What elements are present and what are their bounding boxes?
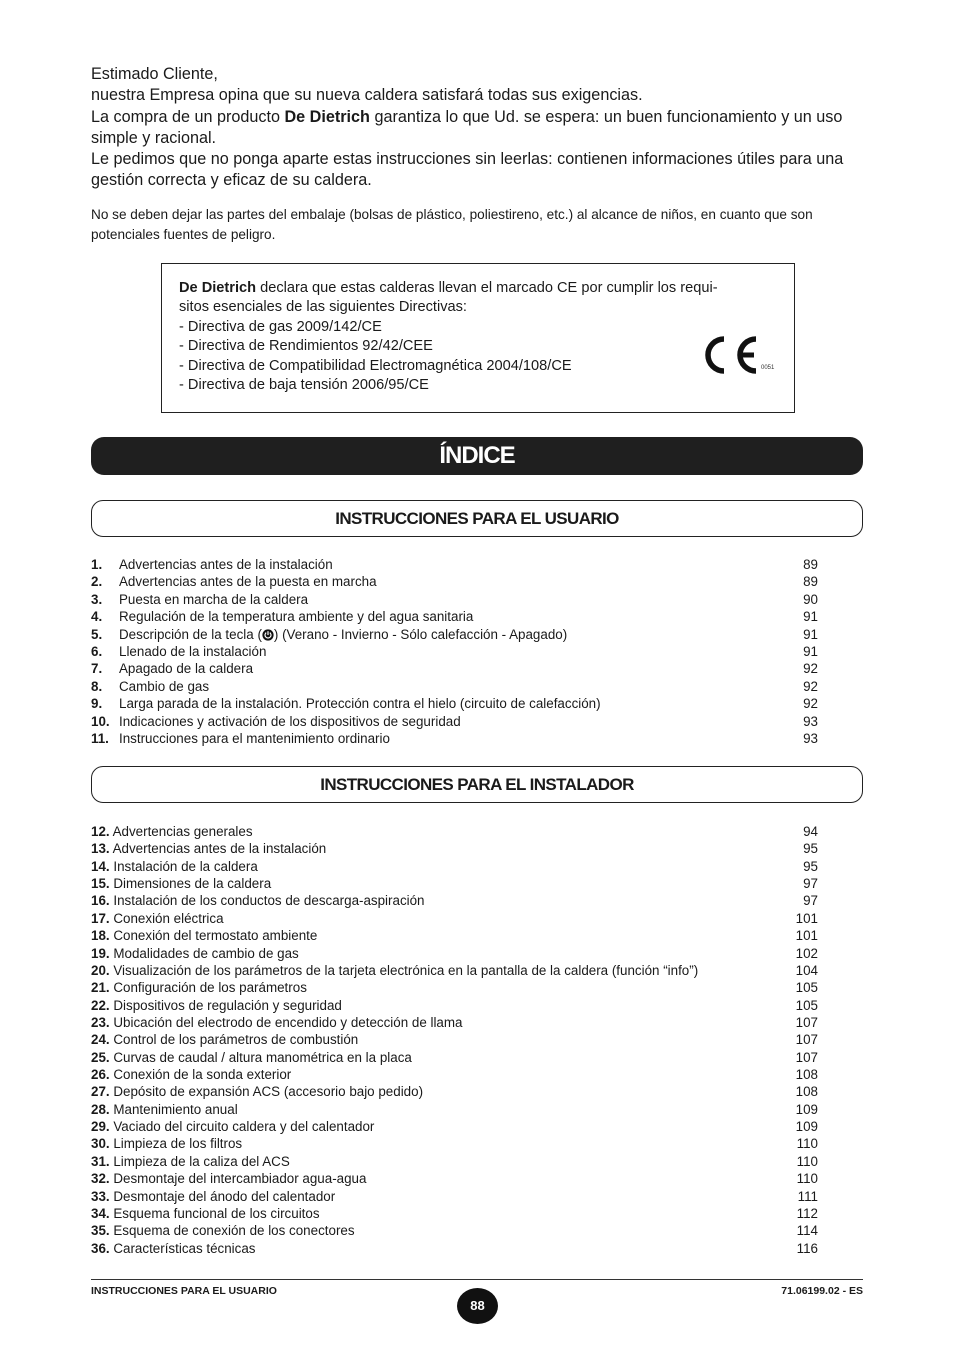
ce-mark-code: 0051 <box>761 365 775 371</box>
page-number-badge: 88 <box>457 1288 498 1324</box>
toc-entry[interactable]: 9. Larga parada de la instalación. Protección contra el hielo (circuito de calefacción) 92 <box>91 696 818 712</box>
document-code: 71.06199.02 - ES <box>781 1285 863 1297</box>
directive-item: - Directiva de Rendimientos 92/42/CEE <box>179 338 433 355</box>
index-title: ÍNDICE <box>91 437 863 475</box>
toc-entry[interactable]: 14. Instalación de la caldera 95 <box>91 858 818 874</box>
intro-text <box>91 64 871 192</box>
toc-entry[interactable]: 5. Descripción de la tecla ( ) (Verano - Invierno - Sólo calefacción - Apagado) 91 <box>91 626 818 642</box>
toc-entry[interactable]: 32. Desmontaje del intercambiador agua-agua 110 <box>91 1171 818 1187</box>
toc-entry[interactable]: 2. Advertencias antes de la puesta en marcha 89 <box>91 574 818 590</box>
power-icon <box>262 629 274 641</box>
toc-entry[interactable]: 31. Limpieza de la caliza del ACS 110 <box>91 1153 818 1169</box>
toc-entry[interactable]: 19. Modalidades de cambio de gas 102 <box>91 945 818 961</box>
toc-entry[interactable]: 26. Conexión de la sonda exterior 108 <box>91 1067 818 1083</box>
toc-entry[interactable]: 34. Esquema funcional de los circuitos 112 <box>91 1205 818 1221</box>
intro-line: La compra de un producto De Dietrich garantiza lo que Ud. se espera: un buen funcionamiento y un uso simple y racional. <box>91 107 843 147</box>
toc-entry[interactable]: 12. Advertencias generales 94 <box>91 824 818 839</box>
user-section-heading: INSTRUCCIONES PARA EL USUARIO <box>91 500 863 537</box>
brand-name: De Dietrich <box>179 280 257 296</box>
directive-item: - Directiva de baja tensión 2006/95/CE <box>179 377 429 394</box>
toc-entry[interactable]: 21. Configuración de los parámetros 105 <box>91 980 818 996</box>
safety-note: No se deben dejar las partes del embalaje (bolsas de plástico, poliestireno, etc.) al alcance de niños, en cuanto que son potenciales fuentes de peligro. <box>91 207 813 242</box>
installer-section-heading: INSTRUCCIONES PARA EL INSTALADOR <box>91 766 863 803</box>
ce-mark-icon <box>698 334 762 376</box>
toc-entry[interactable]: 20. Visualización de los parámetros de la tarjeta electrónica en la pantalla de la caldera (función “info”) 104 <box>91 962 818 978</box>
ce-declaration-box <box>161 263 795 413</box>
toc-entry[interactable]: 3. Puesta en marcha de la caldera 90 <box>91 591 818 607</box>
ce-declaration-text: De Dietrich declara que estas calderas llevan el marcado CE por cumplir los requi- sitos esenciales de las siguientes Directivas: - Directiva de gas 2009/142/CE - Directiva de Rendimientos 92/42/CEE - Directiva de Compatibilidad Electromagnética 2004/108/CE - Directiva de baja tensión 2006/95/CE <box>179 279 784 395</box>
toc-entry[interactable]: 6. Llenado de la instalación 91 <box>91 643 818 659</box>
footer-divider <box>91 1279 863 1280</box>
user-toc-list <box>91 556 818 747</box>
toc-entry[interactable]: 1. Advertencias antes de la instalación 89 <box>91 557 818 572</box>
footer-section-label: INSTRUCCIONES PARA EL USUARIO <box>91 1285 277 1297</box>
installer-toc-list <box>91 823 818 1257</box>
toc-entry[interactable]: 8. Cambio de gas 92 <box>91 678 818 694</box>
toc-entry[interactable]: 23. Ubicación del electrodo de encendido y detección de llama 107 <box>91 1014 818 1030</box>
toc-entry[interactable]: 7. Apagado de la caldera 92 <box>91 661 818 677</box>
intro-line: nuestra Empresa opina que su nueva caldera satisfará todas sus exigencias. <box>91 86 643 105</box>
toc-entry[interactable]: 36. Características técnicas 116 <box>91 1240 818 1256</box>
toc-entry[interactable]: 25. Curvas de caudal / altura manométrica en la placa 107 <box>91 1049 818 1065</box>
toc-entry[interactable]: 11. Instrucciones para el mantenimiento ordinario 93 <box>91 730 818 746</box>
toc-entry[interactable]: 33. Desmontaje del ánodo del calentador 111 <box>91 1188 818 1204</box>
toc-entry[interactable]: 27. Depósito de expansión ACS (accesorio bajo pedido) 108 <box>91 1084 818 1100</box>
toc-entry[interactable]: 16. Instalación de los conductos de descarga-aspiración 97 <box>91 893 818 909</box>
directive-item: - Directiva de gas 2009/142/CE <box>179 318 382 335</box>
toc-entry[interactable]: 18. Conexión del termostato ambiente 101 <box>91 928 818 944</box>
toc-entry[interactable]: 22. Dispositivos de regulación y seguridad 105 <box>91 997 818 1013</box>
toc-entry[interactable]: 10. Indicaciones y activación de los dispositivos de seguridad 93 <box>91 713 818 729</box>
toc-entry[interactable]: 17. Conexión eléctrica 101 <box>91 910 818 926</box>
toc-entry[interactable]: 29. Vaciado del circuito caldera y del calentador 109 <box>91 1119 818 1135</box>
toc-entry[interactable]: 13. Advertencias antes de la instalación 95 <box>91 841 818 857</box>
toc-entry[interactable]: 28. Mantenimiento anual 109 <box>91 1101 818 1117</box>
greeting: Estimado Cliente, <box>91 65 218 83</box>
brand-name: De Dietrich <box>284 107 370 126</box>
toc-entry[interactable]: 30. Limpieza de los filtros 110 <box>91 1136 818 1152</box>
toc-entry[interactable]: 35. Esquema de conexión de los conectores 114 <box>91 1223 818 1239</box>
toc-entry[interactable]: 15. Dimensiones de la caldera 97 <box>91 876 818 892</box>
toc-entry[interactable]: 4. Regulación de la temperatura ambiente y del agua sanitaria 91 <box>91 609 818 625</box>
directive-item: - Directiva de Compatibilidad Electromagnética 2004/108/CE <box>179 357 572 374</box>
toc-entry[interactable]: 24. Control de los parámetros de combustión 107 <box>91 1032 818 1048</box>
intro-line: Le pedimos que no ponga aparte estas instrucciones sin leerlas: contienen informaciones útiles para una gestión correcta y eficaz de su caldera. <box>91 150 844 190</box>
